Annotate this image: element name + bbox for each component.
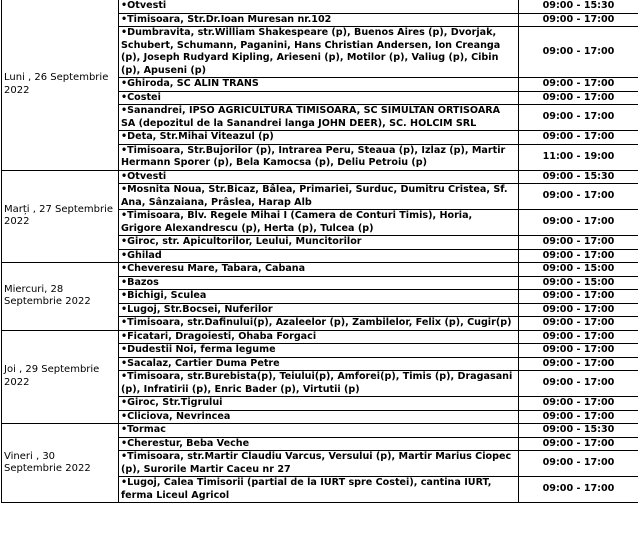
location-cell: •Deta, Str.Mihai Viteazul (p) bbox=[119, 131, 519, 145]
time-interval-cell: 09:00 - 17:00 bbox=[519, 317, 638, 331]
time-interval-cell: 09:00 - 17:00 bbox=[519, 105, 638, 131]
location-cell: •Otvesti bbox=[119, 0, 519, 13]
location-cell: •Timisoara, Str.Dr.Ioan Muresan nr.102 bbox=[119, 13, 519, 27]
time-interval-cell: 09:00 - 17:00 bbox=[519, 477, 638, 503]
location-cell: •Giroc, str. Apicultorilor, Leului, Muncitorilor bbox=[119, 236, 519, 250]
location-cell: •Timisoara, str.Dafinului(p), Azaleelor (p), Zambilelor, Felix (p), Cugir(p) bbox=[119, 317, 519, 331]
day-cell: Vineri , 30 Septembrie 2022 bbox=[2, 424, 119, 503]
schedule-row bbox=[2, 330, 638, 344]
time-interval-cell: 09:00 - 17:00 bbox=[519, 210, 638, 236]
day-cell: Joi , 29 Septembrie 2022 bbox=[2, 330, 119, 424]
time-interval-cell: 09:00 - 17:00 bbox=[519, 303, 638, 317]
location-cell: •Lugoj, Str.Bocsei, Nuferilor bbox=[119, 303, 519, 317]
schedule-row bbox=[2, 170, 638, 184]
location-cell: •Timisoara, str.Martir Claudiu Varcus, Versului (p), Martir Marius Ciopec (p), Surorile Martir Caceu nr 27 bbox=[119, 451, 519, 477]
time-interval-cell: 09:00 - 17:00 bbox=[519, 330, 638, 344]
time-interval-cell: 09:00 - 17:00 bbox=[519, 78, 638, 92]
schedule-row bbox=[2, 0, 638, 13]
location-cell: •Sanandrei, IPSO AGRICULTURA TIMISOARA, SC SIMULTAN ORTISOARA SA (depozitul de la Sanandrei langa JOHN DEER), SC. HOLCIM SRL bbox=[119, 105, 519, 131]
time-interval-cell: 09:00 - 17:00 bbox=[519, 131, 638, 145]
location-cell: •Giroc, Str.Tigrului bbox=[119, 397, 519, 411]
location-cell: •Ghiroda, SC ALIN TRANS bbox=[119, 78, 519, 92]
location-cell: •Dumbravita, str.William Shakespeare (p), Buenos Aires (p), Dvorjak, Schubert, Schumann, Paganini, Hans Christian Andersen, Ion Creanga (p), Joseph Rudyard Kipling, Arieseni (p), Motilor (p), Valiug (p), Cibin (p), Apuseni (p) bbox=[119, 27, 519, 78]
location-cell: •Costei bbox=[119, 91, 519, 105]
time-interval-cell: 09:00 - 17:00 bbox=[519, 27, 638, 78]
location-cell: •Otvesti bbox=[119, 170, 519, 184]
time-interval-cell: 09:00 - 17:00 bbox=[519, 184, 638, 210]
location-cell: •Tormac bbox=[119, 424, 519, 438]
time-interval-cell: 09:00 - 17:00 bbox=[519, 249, 638, 263]
time-interval-cell: 09:00 - 17:00 bbox=[519, 451, 638, 477]
time-interval-cell: 09:00 - 15:30 bbox=[519, 424, 638, 438]
schedule-body bbox=[2, 0, 638, 503]
location-cell: •Lugoj, Calea Timisorii (partial de la IURT spre Costei), cantina IURT, ferma Liceul Agricol bbox=[119, 477, 519, 503]
location-cell: •Ficatari, Dragoiesti, Ohaba Forgaci bbox=[119, 330, 519, 344]
time-interval-cell: 09:00 - 17:00 bbox=[519, 91, 638, 105]
time-interval-cell: 09:00 - 17:00 bbox=[519, 397, 638, 411]
day-cell: Miercuri, 28 Septembrie 2022 bbox=[2, 263, 119, 331]
time-interval-cell: 09:00 - 17:00 bbox=[519, 344, 638, 358]
time-interval-cell: 11:00 - 19:00 bbox=[519, 144, 638, 170]
location-cell: •Ghilad bbox=[119, 249, 519, 263]
time-interval-cell: 09:00 - 17:00 bbox=[519, 371, 638, 397]
location-cell: •Timisoara, str.Burebista(p), Teiului(p), Amforei(p), Timis (p), Dragasani (p), Infratirii (p), Enric Bader (p), Virtutii (p) bbox=[119, 371, 519, 397]
schedule-row bbox=[2, 424, 638, 438]
location-cell: •Cheveresu Mare, Tabara, Cabana bbox=[119, 263, 519, 277]
location-cell: •Sacalaz, Cartier Duma Petre bbox=[119, 357, 519, 371]
time-interval-cell: 09:00 - 17:00 bbox=[519, 410, 638, 424]
day-cell: Marți , 27 Septembrie 2022 bbox=[2, 170, 119, 263]
time-interval-cell: 09:00 - 17:00 bbox=[519, 13, 638, 27]
schedule-row bbox=[2, 263, 638, 277]
location-cell: •Mosnita Noua, Str.Bicaz, Bâlea, Primariei, Surduc, Dumitru Cristea, Sf. Ana, Sânzaiana, Prâslea, Harap Alb bbox=[119, 184, 519, 210]
time-interval-cell: 09:00 - 17:00 bbox=[519, 357, 638, 371]
outage-schedule-table bbox=[1, 0, 638, 503]
time-interval-cell: 09:00 - 15:30 bbox=[519, 0, 638, 13]
location-cell: •Dudestii Noi, ferma legume bbox=[119, 344, 519, 358]
location-cell: •Cherestur, Beba Veche bbox=[119, 437, 519, 451]
time-interval-cell: 09:00 - 15:30 bbox=[519, 170, 638, 184]
day-cell: Luni , 26 Septembrie 2022 bbox=[2, 0, 119, 170]
time-interval-cell: 09:00 - 15:00 bbox=[519, 276, 638, 290]
location-cell: •Timisoara, Str.Bujorilor (p), Intrarea Peru, Steaua (p), Izlaz (p), Martir Hermann Sporer (p), Bela Kamocsa (p), Deliu Petroiu (p) bbox=[119, 144, 519, 170]
time-interval-cell: 09:00 - 17:00 bbox=[519, 437, 638, 451]
location-cell: •Bazos bbox=[119, 276, 519, 290]
time-interval-cell: 09:00 - 15:00 bbox=[519, 263, 638, 277]
location-cell: •Timisoara, Blv. Regele Mihai I (Camera de Conturi Timis), Horia, Grigore Alexandrescu (p), Herta (p), Tulcea (p) bbox=[119, 210, 519, 236]
time-interval-cell: 09:00 - 17:00 bbox=[519, 236, 638, 250]
time-interval-cell: 09:00 - 17:00 bbox=[519, 290, 638, 304]
location-cell: •Cliciova, Nevrincea bbox=[119, 410, 519, 424]
location-cell: •Bichigi, Sculea bbox=[119, 290, 519, 304]
